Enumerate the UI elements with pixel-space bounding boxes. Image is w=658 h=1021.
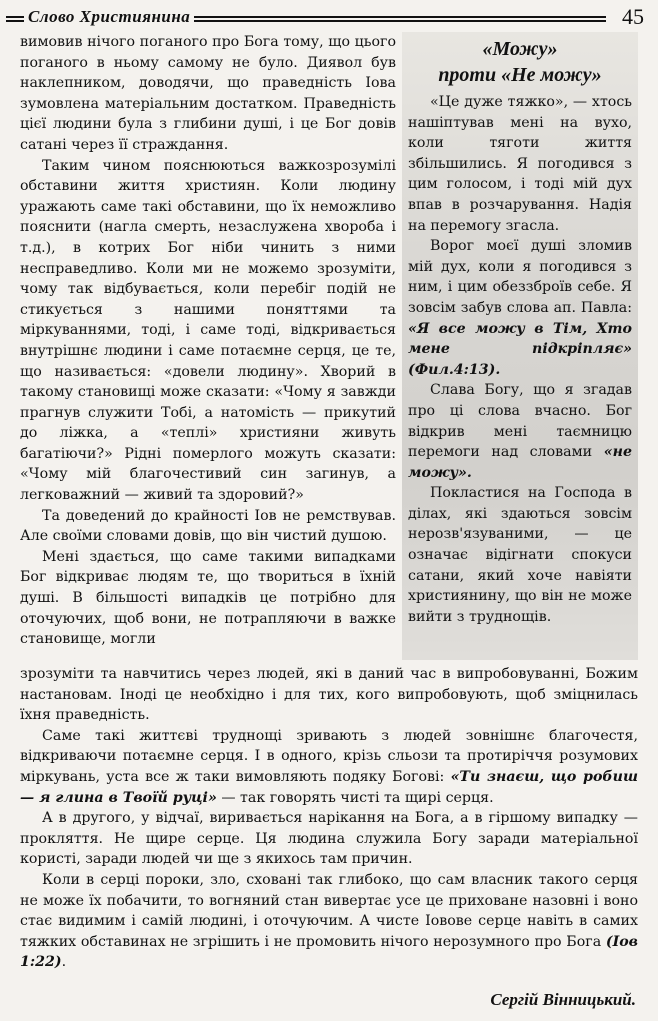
scripture-quote: «Я все можу в Тім, Хто мене підкріпляє» (Фил.4:13). — [408, 320, 632, 378]
paragraph-1: вимовив нічого поганого про Бога тому, що цього поганого в ньому самому не було. Диявол був наклепником, доводячи, що праведність Іова зумовлена матеріальним достатком. Праведність цієї людини була з глибини душі, і це Бог довів сатані через її страждання. — [20, 34, 396, 153]
sidebar-paragraph-4: Покластися на Господа в ділах, які здаються зовсім нерозв'язуваними, — це означає відігнати спокуси сатани, який хоче навіяти християнину, що він не може вийти з труднощів. — [408, 485, 632, 625]
sidebar-paragraph-1: «Це дуже тяжко», — хтось нашіптував мені на вухо, коли тяготи життя збільшились. Я погодився з цим голосом, і тоді мій дух впав в розчарування. Надія на перемогу згасла. — [408, 94, 632, 234]
magazine-title: Слово Християнина — [24, 7, 194, 27]
paragraph-7-end: . — [61, 954, 67, 971]
sidebar-text — [408, 92, 632, 627]
sidebar-title-line-1: «Можу» — [482, 38, 558, 60]
page-header — [6, 4, 648, 30]
paragraph-5-end: — так говорять чисті та щирі серця. — [216, 789, 494, 806]
author-signature: Сергій Вінницький. — [490, 990, 636, 1009]
scripture-reference: (Іов 1:22) — [20, 933, 638, 971]
left-column — [20, 32, 396, 650]
sidebar-paragraph-2 — [408, 236, 632, 380]
paragraph-7-text: Коли в серці пороки, зло, сховані так глибоко, що сам власник такого серця не може їх побачити, то вогняний стан вивертає усе це приховане назовні і воно стає видимим і самій людині, і оточуючим. А чисте Іовове серце навіть в самих тяжких обставинах не згрішить і не промовить нічого нерозумного про Бога — [20, 871, 638, 950]
paragraph-2: Таким чином пояснюються важкозрозумілі обставини життя християн. Коли людину уражають саме такі обставини, що їх неможливо пояснити (нагла смерть, незаслужена хвороба і т.д.), в котрих Бог ніби чинить з ними несправедливо. Коли ми не можемо зрозуміти, чому так відбувається, коли перебіг подій не стикується з нашими поняттями та міркуваннями, тоді, і саме тоді, відкривається внутрішнє людини і саме потаємне серця, це те, що називається: «довели людину». Хворий в такому становищі може сказати: «Чому я завжди прагнув служити Тобі, а натомість — прикутий до ліжка, а «теплі» християни живуть багатіючи?» Рідні померлого можуть сказати: «Чому мій благочестивий син загинув, а легковажний — живий та здоровий?» — [20, 157, 396, 504]
sidebar-box — [402, 32, 638, 660]
paragraph-5-text: Саме такі життєві труднощі зривають з людей зовнішнє благочестя, відкриваючи потаємне серця. І в одного, крізь сльози та протиріччя розумових міркувань, уста все ж таки вимовляють подяку Богові: — [20, 727, 638, 785]
paragraph-5 — [20, 726, 638, 808]
paragraph-4-continued: зрозуміти та навчитись через людей, які в даний час в випробовуванні, Божим настановам. Іноді це необхідно і для тих, кого випробовують, щоб зміцнилась їхня праведність. — [20, 666, 638, 724]
paragraph-5-quote: «Ти знаєш, що робиш — я глина в Твоїй руці» — [20, 768, 638, 806]
sidebar-emphasis: «не можу». — [408, 444, 632, 481]
sidebar-paragraph-3 — [408, 380, 632, 483]
paragraph-6: А в другого, у відчаї, виривається нарікання на Бога, а в гіршому випадку — прокляття. Не щире серце. Ця людина служила Богу заради матеріальної користі, заради людей чи ще з якихось там причин. — [20, 810, 638, 868]
sidebar-paragraph-2-text: Ворог моєї душі зломив мій дух, коли я погодився з ним, і цим обеззброїв себе. Я зовсім забув слова ап. Павла: — [408, 238, 632, 316]
full-width-column — [20, 664, 638, 973]
sidebar-paragraph-3-text: Слава Богу, що я згадав про ці слова вчасно. Бог відкрив мені таємницю перемоги над словами — [408, 382, 632, 461]
paragraph-4: Мені здається, що саме такими випадками Бог відкриває людям те, що твориться в їхній душі. В більшості випадків це потрібно для оточуючих, щоб вони, не потрапляючи в важке становище, могли — [20, 548, 396, 648]
sidebar-title-line-2: проти «Не можу» — [438, 64, 602, 86]
paragraph-3: Та доведений до крайності Іов не ремствував. Але своїми словами довів, що він чистий душою. — [20, 507, 396, 545]
paragraph-7 — [20, 870, 638, 973]
sidebar-title — [408, 36, 632, 88]
page-number: 45 — [622, 4, 644, 29]
